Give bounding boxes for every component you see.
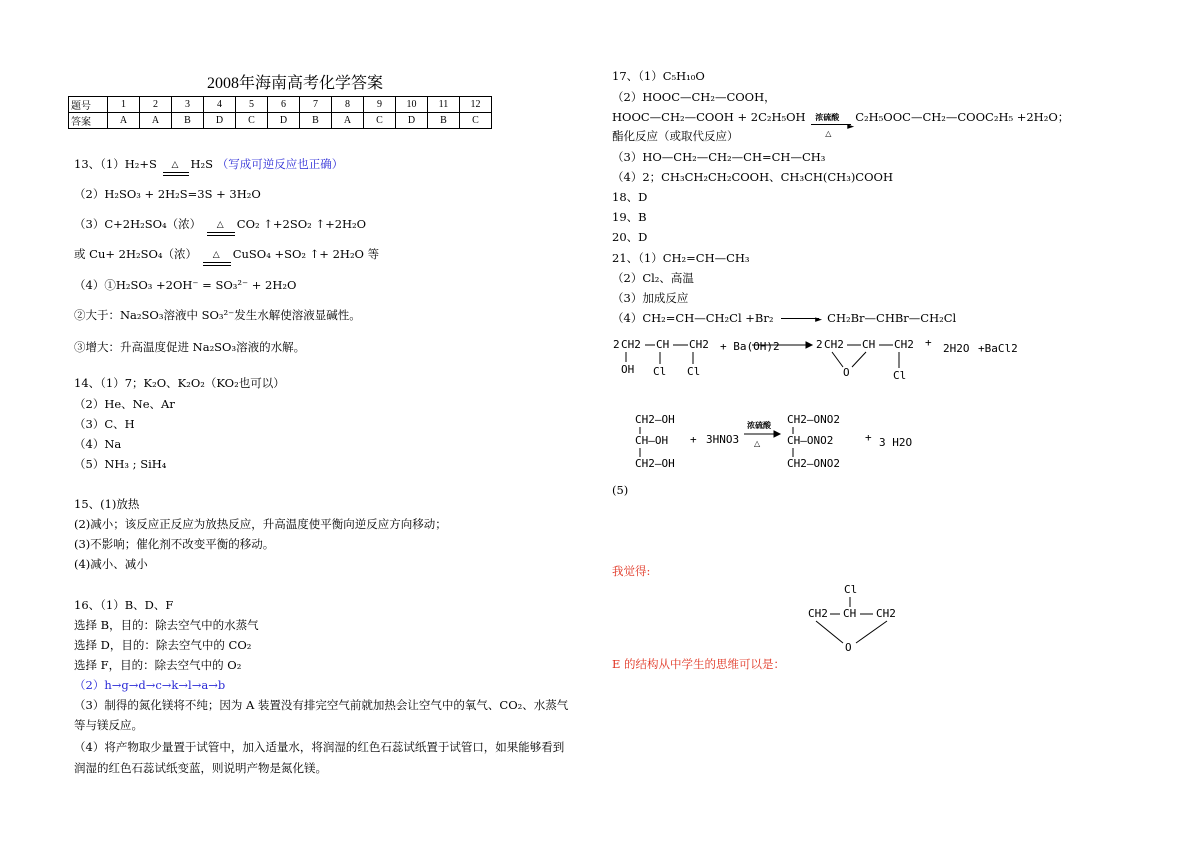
q14-part3: （3）C、H (74, 417, 135, 431)
table-cell: 2 (140, 97, 172, 113)
q14-part5: （5）NH₃ ; SiH₄ (74, 457, 167, 471)
q20: 20、D (612, 230, 648, 244)
table-cell: A (108, 113, 140, 129)
q17-part6: （4）2；CH₃CH₂CH₂COOH、CH₃CH(CH₃)COOH (612, 170, 893, 184)
table-cell: 6 (268, 97, 300, 113)
table-cell: A (332, 113, 364, 129)
table-cell: 3 (172, 97, 204, 113)
q16-part8: （4）将产物取少量置于试管中，加入适量水，将润湿的红色石蕊试纸置于试管口，如果能够看到 (74, 740, 565, 754)
q14-part1: 14、（1）7；K₂O、K₂O₂（KO₂也可以） (74, 376, 285, 390)
table-cell: 11 (428, 97, 460, 113)
q16-part3: 选择 D，目的：除去空气中的 CO₂ (74, 638, 252, 652)
table-cell: D (268, 113, 300, 129)
row-label: 题号 (69, 97, 108, 113)
q21-part2: （2）Cl₂、高温 (612, 271, 694, 285)
q16-part6: （3）制得的氮化镁将不纯；因为 A 装置没有排完空气前就加热会让空气中的氧气、CO₂、水蒸气 (74, 698, 569, 712)
e-structure-label: E 的结构从中学生的思维可以是： (612, 657, 786, 671)
q17-part1: 17、（1）C₅H₁₀O (612, 69, 705, 83)
q15-part2: (2)减小；该反应正反应为放热反应，升高温度使平衡向逆反应方向移动； (74, 517, 447, 531)
q16-part7: 等与镁反应。 (74, 718, 143, 732)
q21-part1: 21、（1）CH₂=CH—CH₃ (612, 251, 750, 265)
table-cell: 1 (108, 97, 140, 113)
q14-part4: （4）Na (74, 437, 122, 451)
table-cell: 10 (396, 97, 428, 113)
q16-part2: 选择 B，目的：除去空气中的水蒸气 (74, 618, 259, 632)
q13-part3b: 或 Cu+ 2H₂SO₄（浓） △ CuSO₄ +SO₂ ↑+ 2H₂O 等 (74, 247, 379, 261)
table-cell: A (140, 113, 172, 129)
q13-part4b: ②大于：Na₂SO₃溶液中 SO₃²⁻发生水解使溶液显碱性。 (74, 308, 361, 322)
q16-part4: 选择 F，目的：除去空气中的 O₂ (74, 658, 242, 672)
table-cell: 12 (460, 97, 492, 113)
q21-part5: (5) (612, 483, 629, 497)
q15-part3: (3)不影响；催化剂不改变平衡的移动。 (74, 537, 275, 551)
q17-part4: 酯化反应（或取代反应） (612, 129, 739, 143)
q13-part1: 13、（1）H₂+S △ H₂S （写成可逆反应也正确） (74, 157, 343, 171)
q18: 18、D (612, 190, 648, 204)
table-cell: D (204, 113, 236, 129)
opinion-label: 我觉得: (612, 564, 651, 578)
table-cell: C (460, 113, 492, 129)
table-cell: C (236, 113, 268, 129)
q17-part2: （2）HOOC—CH₂—COOH， (612, 90, 776, 104)
q13-part2: （2）H₂SO₃ + 2H₂S=3S + 3H₂O (74, 187, 261, 201)
table-cell: 4 (204, 97, 236, 113)
reaction-arrow: ► (777, 314, 827, 322)
q13-part3a: （3）C+2H₂SO₄（浓） △ CO₂ ↑+2SO₂ ↑+2H₂O (74, 217, 366, 231)
table-cell: 9 (364, 97, 396, 113)
q14-part2: （2）He、Ne、Ar (74, 397, 175, 411)
q17-part5: （3）HO—CH₂—CH₂—CH=CH—CH₃ (612, 150, 826, 164)
q16-part5: （2）h→g→d→c→k→l→a→b (74, 678, 226, 692)
table-cell: B (428, 113, 460, 129)
q13-part4c: ③增大：升高温度促进 Na₂SO₃溶液的水解。 (74, 340, 306, 354)
table-cell: B (300, 113, 332, 129)
q21-part3: （3）加成反应 (612, 291, 689, 305)
table-cell: 8 (332, 97, 364, 113)
table-cell: C (364, 113, 396, 129)
page-title: 2008年海南高考化学答案 (206, 75, 383, 92)
q15-part4: (4)减小、减小 (74, 557, 148, 571)
q15-part1: 15、(1)放热 (74, 497, 140, 511)
q17-part3: HOOC—CH₂—COOH + 2C₂H₅OH 浓硫酸 △ ► C₂H₅OOC—CH₂—COOC₂H₅ +2H₂O； (612, 110, 1070, 138)
table-cell: B (172, 113, 204, 129)
q21-part4: （4）CH₂=CH—CH₂Cl +Br₂ ► CH₂Br—CHBr—CH₂Cl (612, 311, 957, 325)
q19: 19、B (612, 210, 647, 224)
q16-part9: 润湿的红色石蕊试纸变蓝，则说明产物是氮化镁。 (74, 761, 327, 775)
table-cell: 7 (300, 97, 332, 113)
q16-part1: 16、（1）B、D、F (74, 598, 174, 612)
row-label: 答案 (69, 113, 108, 129)
table-cell: 5 (236, 97, 268, 113)
table-cell: D (396, 113, 428, 129)
q13-part4: （4）①H₂SO₃ +2OH⁻ = SO₃²⁻ + 2H₂O (74, 278, 297, 292)
